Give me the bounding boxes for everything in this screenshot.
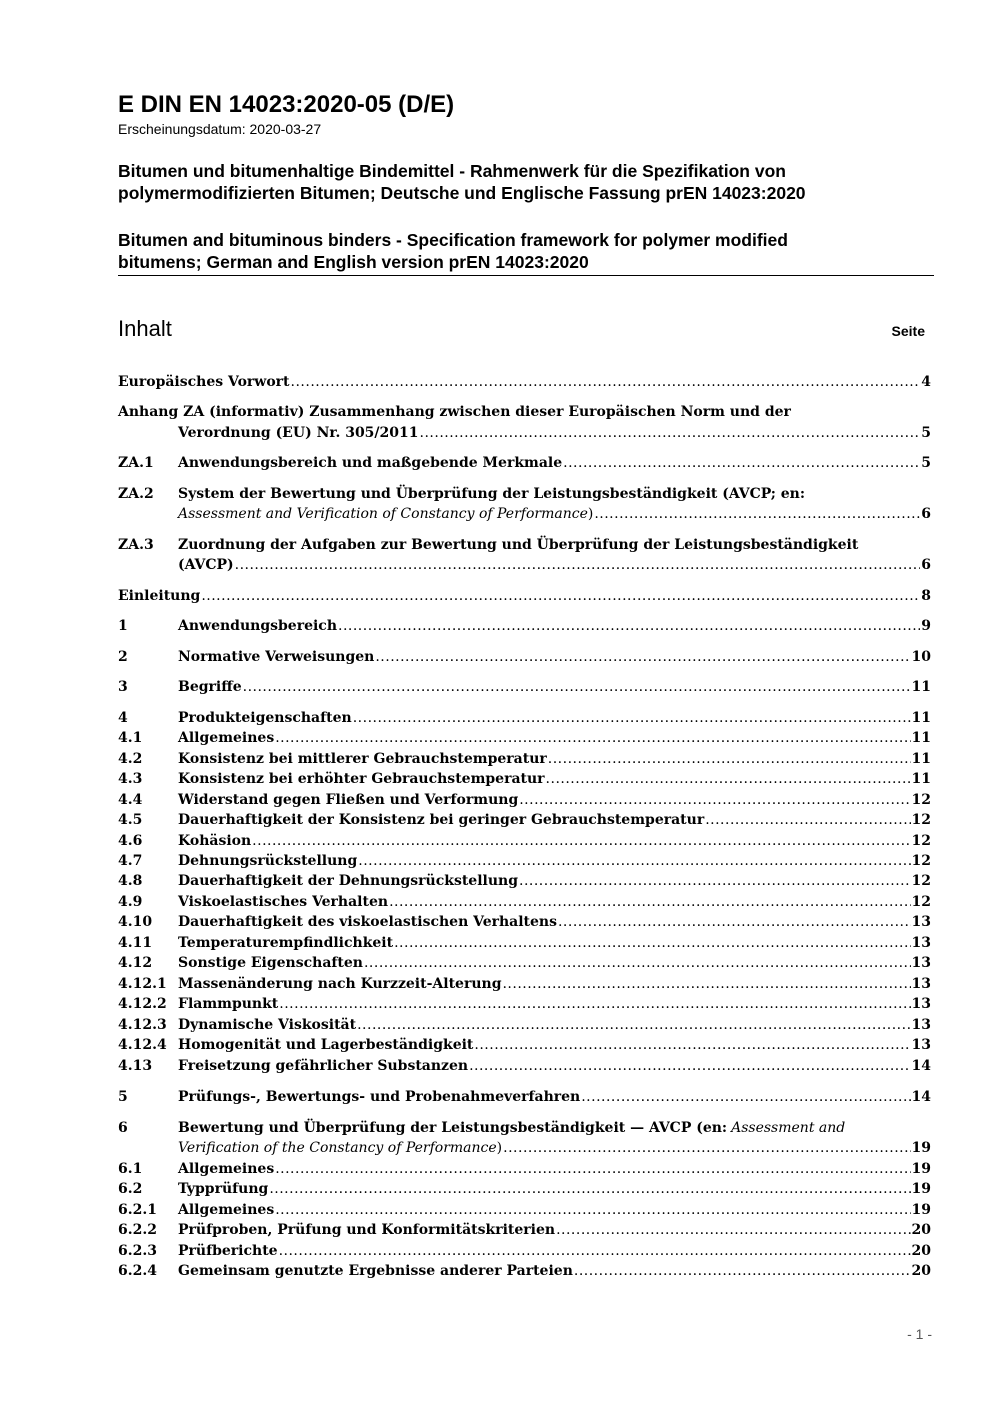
toc-entry-4-5[interactable]	[118, 810, 931, 830]
title-german-line-1: Bitumen und bitumenhaltige Bindemittel - Rahmenwerk für die Spezifikation von	[118, 161, 786, 181]
toc-leader	[275, 1159, 910, 1179]
toc-entry-number: 4.12.3	[118, 1017, 167, 1033]
toc-entry-number: 4.11	[118, 935, 153, 951]
toc-page-column-label: Seite	[891, 323, 925, 339]
toc-entry-za2-cont[interactable]	[118, 504, 931, 524]
toc-entry-number: 6.1	[118, 1161, 143, 1177]
toc-entry-4-6[interactable]	[118, 831, 931, 851]
document-code: E DIN EN 14023:2020-05 (D/E)	[118, 91, 455, 118]
toc-entry-text: Flammpunkt	[178, 996, 279, 1012]
toc-leader	[252, 831, 910, 851]
toc-entry-za1[interactable]	[118, 453, 931, 473]
toc-entry-number: 4.12	[118, 955, 153, 971]
toc-leader	[291, 372, 921, 392]
toc-entry-page: 13	[911, 955, 931, 971]
toc-entry-6-2[interactable]	[118, 1179, 931, 1199]
toc-entry-page: 12	[911, 833, 931, 849]
toc-entry-number: 6.2.3	[118, 1243, 157, 1259]
toc-entry-vorwort[interactable]	[118, 372, 931, 392]
toc-entry-4[interactable]	[118, 708, 931, 728]
toc-entry-number: 6.2.2	[118, 1222, 157, 1238]
toc-entry-text: Bewertung und Überprüfung der Leistungsbeständigkeit — AVCP (en:	[178, 1120, 728, 1136]
title-english-line-1: Bitumen and bituminous binders - Specification framework for polymer modified	[118, 230, 788, 250]
toc-leader	[556, 1220, 910, 1240]
toc-entry-text: Produkteigenschaften	[178, 710, 352, 726]
toc-entry-page: 6	[921, 506, 931, 522]
toc-entry-3[interactable]	[118, 677, 931, 697]
toc-entry-text: Sonstige Eigenschaften	[178, 955, 363, 971]
toc-entry-page: 19	[911, 1202, 931, 1218]
toc-leader	[279, 1241, 911, 1261]
toc-entry-page: 13	[911, 935, 931, 951]
toc-entry-4-12[interactable]	[118, 953, 931, 973]
toc-entry-page: 20	[911, 1243, 931, 1259]
toc-entry-text-tail: )	[587, 506, 594, 522]
toc-entry-4-4[interactable]	[118, 790, 931, 810]
toc-entry-anhang-za[interactable]	[118, 402, 931, 422]
toc-entry-6-2-2[interactable]	[118, 1220, 931, 1240]
toc-leader	[201, 586, 920, 606]
toc-entry-text: Temperaturempfindlichkeit	[178, 935, 394, 951]
toc-entry-page: 11	[911, 710, 931, 726]
toc-leader	[581, 1087, 910, 1107]
toc-entry-text: Typprüfung	[178, 1181, 269, 1197]
toc-entry-page: 12	[911, 873, 931, 889]
toc-entry-einleitung[interactable]	[118, 586, 931, 606]
toc-leader	[546, 769, 911, 789]
toc-leader	[594, 504, 920, 524]
toc-entry-page: 5	[921, 425, 931, 441]
toc-entry-page: 14	[911, 1058, 931, 1074]
toc-entry-page: 13	[911, 976, 931, 992]
toc-leader	[574, 1261, 911, 1281]
toc-entry-text: Allgemeines	[178, 1202, 275, 1218]
toc-entry-number: 6.2.4	[118, 1263, 157, 1279]
toc-entry-page: 14	[911, 1089, 931, 1105]
toc-entry-number: 4.12.1	[118, 976, 167, 992]
toc-entry-number: 4.3	[118, 771, 143, 787]
toc-entry-number: 1	[118, 618, 128, 634]
toc-leader	[519, 871, 911, 891]
toc-entry-text: Prüfungs-, Bewertungs- und Probenahmeverfahren	[178, 1089, 581, 1105]
toc-leader	[364, 953, 911, 973]
toc-entry-6-2-1[interactable]	[118, 1200, 931, 1220]
toc-entry-number: ZA.3	[118, 537, 154, 553]
toc-entry-text: Assessment and Verification of Constancy of Performance	[178, 506, 588, 522]
toc-entry-page: 9	[921, 618, 931, 634]
toc-entry-page: 13	[911, 1017, 931, 1033]
toc-leader	[338, 616, 920, 636]
toc-leader	[563, 453, 920, 473]
toc-entry-page: 19	[911, 1181, 931, 1197]
toc-entry-text: Freisetzung gefährlicher Substanzen	[178, 1058, 469, 1074]
toc-entry-4-9[interactable]	[118, 892, 931, 912]
toc-entry-4-11[interactable]	[118, 933, 931, 953]
toc-entry-za2[interactable]	[118, 484, 931, 504]
toc-entry-text: Anwendungsbereich und maßgebende Merkmale	[178, 455, 563, 471]
toc-entry-page: 19	[911, 1140, 931, 1156]
toc-leader	[243, 677, 911, 697]
toc-entry-page: 12	[911, 812, 931, 828]
title-german-line-2: polymermodifizierten Bitumen; Deutsche und Englische Fassung prEN 14023:2020	[118, 183, 806, 203]
toc-entry-page: 11	[911, 751, 931, 767]
toc-entry-4-3[interactable]	[118, 769, 931, 789]
toc-entry-page: 11	[911, 771, 931, 787]
toc-entry-page: 5	[921, 455, 931, 471]
toc-entry-page: 4	[921, 374, 931, 390]
toc-entry-text: Kohäsion	[178, 833, 252, 849]
toc-entry-page: 8	[921, 588, 931, 604]
toc-leader	[705, 810, 910, 830]
toc-entry-5[interactable]	[118, 1087, 931, 1107]
toc-entry-page: 12	[911, 853, 931, 869]
toc-entry-text: Verordnung (EU) Nr. 305/2011	[178, 425, 419, 441]
toc-entry-6-2-4[interactable]	[118, 1261, 931, 1281]
toc-entry-4-12-4[interactable]	[118, 1035, 931, 1055]
toc-entry-number: ZA.1	[118, 455, 154, 471]
toc-leader	[279, 994, 910, 1014]
toc-entry-2[interactable]	[118, 647, 931, 667]
toc-entry-text-italic: Assessment and	[731, 1120, 846, 1136]
toc-entry-number: 5	[118, 1089, 128, 1105]
toc-entry-text: Normative Verweisungen	[178, 649, 375, 665]
toc-entry-text-tail: )	[496, 1140, 503, 1156]
toc-entry-page: 6	[921, 557, 931, 573]
toc-entry-text: Viskoelastisches Verhalten	[178, 894, 389, 910]
toc-entry-number: 3	[118, 679, 128, 695]
toc-entry-4-12-3[interactable]	[118, 1015, 931, 1035]
toc-entry-text: Prüfproben, Prüfung und Konformitätskriterien	[178, 1222, 556, 1238]
toc-leader	[375, 647, 910, 667]
toc-entry-number: 6.2.1	[118, 1202, 157, 1218]
toc-entry-4-1[interactable]	[118, 728, 931, 748]
toc-entry-4-10[interactable]	[118, 912, 931, 932]
toc-entry-number: 4.5	[118, 812, 143, 828]
toc-entry-text: Massenänderung nach Kurzzeit-Alterung	[178, 976, 502, 992]
toc-entry-text: Zuordnung der Aufgaben zur Bewertung und Überprüfung der Leistungsbeständigkeit	[178, 537, 859, 553]
toc-entry-page: 19	[911, 1161, 931, 1177]
toc-leader	[357, 1015, 910, 1035]
toc-entry-page: 13	[911, 996, 931, 1012]
toc-entry-text: Allgemeines	[178, 730, 275, 746]
toc-entry-za3-cont[interactable]	[118, 555, 931, 575]
toc-entry-page: 20	[911, 1263, 931, 1279]
toc-entry-4-13[interactable]	[118, 1056, 931, 1076]
toc-entry-number: 4.10	[118, 914, 153, 930]
toc-entry-text: Konsistenz bei mittlerer Gebrauchstemperatur	[178, 751, 547, 767]
toc-entry-1[interactable]	[118, 616, 931, 636]
toc-entry-text: Konsistenz bei erhöhter Gebrauchstemperatur	[178, 771, 545, 787]
footer-page-number: - 1 -	[907, 1326, 932, 1342]
toc-entry-text: Dauerhaftigkeit der Konsistenz bei geringer Gebrauchstemperatur	[178, 812, 705, 828]
toc-entry-number: 4.6	[118, 833, 143, 849]
toc-entry-text: Anhang ZA (informativ) Zusammenhang zwischen dieser Europäischen Norm und der	[118, 404, 791, 420]
toc-entry-number: 4	[118, 710, 128, 726]
toc-entry-number: 6.2	[118, 1181, 143, 1197]
toc-entry-number: 4.12.4	[118, 1037, 167, 1053]
toc-entry-text: (AVCP)	[178, 557, 234, 573]
toc-entry-number: 4.4	[118, 792, 143, 808]
toc-entry-6-1[interactable]	[118, 1159, 931, 1179]
toc-entry-number: ZA.2	[118, 486, 154, 502]
toc-leader	[235, 555, 921, 575]
toc-entry-6-cont[interactable]	[118, 1138, 931, 1158]
toc-entry-text: Dehnungsrückstellung	[178, 853, 358, 869]
toc-leader	[358, 851, 910, 871]
toc-entry-text: Verification of the Constancy of Performance	[178, 1140, 497, 1156]
toc-leader	[474, 1035, 910, 1055]
toc-entry-4-2[interactable]	[118, 749, 931, 769]
toc-entry-page: 13	[911, 1037, 931, 1053]
toc-entry-number: 4.8	[118, 873, 143, 889]
toc-heading: Inhalt	[118, 316, 172, 341]
toc-entry-text: Anwendungsbereich	[178, 618, 337, 634]
toc-entry-text: Widerstand gegen Fließen und Verformung	[178, 792, 519, 808]
toc-leader	[275, 728, 910, 748]
toc-entry-number: 4.2	[118, 751, 143, 767]
toc-entry-text: Begriffe	[178, 679, 242, 695]
toc-entry-number: 4.7	[118, 853, 143, 869]
toc-entry-page: 11	[911, 679, 931, 695]
toc-entry-page: 20	[911, 1222, 931, 1238]
toc-leader	[548, 749, 911, 769]
toc-entry-6-2-3[interactable]	[118, 1241, 931, 1261]
toc-leader	[519, 790, 910, 810]
toc-entry-number: 4.13	[118, 1058, 153, 1074]
toc-entry-text: Einleitung	[118, 588, 201, 604]
toc-leader	[353, 708, 911, 728]
toc-entry-anhang-za-cont[interactable]	[118, 423, 931, 443]
toc-entry-number: 4.12.2	[118, 996, 167, 1012]
toc-leader	[275, 1200, 910, 1220]
toc-entry-number: 4.1	[118, 730, 143, 746]
toc-entry-number: 4.9	[118, 894, 143, 910]
toc-entry-text: System der Bewertung und Überprüfung der Leistungsbeständigkeit (AVCP; en:	[178, 486, 806, 502]
toc-entry-page: 10	[911, 649, 931, 665]
title-english-line-2: bitumens; German and English version prEN 14023:2020	[118, 252, 589, 272]
toc-leader	[502, 974, 910, 994]
toc-entry-page: 12	[911, 894, 931, 910]
toc-entry-text: Gemeinsam genutzte Ergebnisse anderer Parteien	[178, 1263, 573, 1279]
toc-entry-4-12-2[interactable]	[118, 994, 931, 1014]
toc-entry-page: 13	[911, 914, 931, 930]
toc-entry-text: Homogenität und Lagerbeständigkeit	[178, 1037, 474, 1053]
toc-entry-text: Dauerhaftigkeit des viskoelastischen Verhaltens	[178, 914, 557, 930]
toc-entry-4-12-1[interactable]	[118, 974, 931, 994]
toc-entry-text: Europäisches Vorwort	[118, 374, 290, 390]
toc-entry-page: 11	[911, 730, 931, 746]
toc-entry-page: 12	[911, 792, 931, 808]
toc-entry-number: 2	[118, 649, 128, 665]
toc-entry-4-8[interactable]	[118, 871, 931, 891]
toc-entry-text: Dauerhaftigkeit der Dehnungsrückstellung	[178, 873, 518, 889]
toc-leader	[394, 933, 910, 953]
toc-entry-za3[interactable]	[118, 535, 931, 555]
toc-entry-number: 6	[118, 1120, 128, 1136]
publication-date: Erscheinungsdatum: 2020-03-27	[118, 121, 322, 137]
toc-leader	[558, 912, 911, 932]
toc-leader	[420, 423, 921, 443]
toc-leader	[503, 1138, 910, 1158]
toc-entry-text: Dynamische Viskosität	[178, 1017, 357, 1033]
toc-entry-text: Allgemeines	[178, 1161, 275, 1177]
toc-entry-text: Prüfberichte	[178, 1243, 278, 1259]
toc-leader	[469, 1056, 910, 1076]
toc-leader	[269, 1179, 910, 1199]
toc-leader	[389, 892, 910, 912]
toc-entry-6[interactable]	[118, 1118, 931, 1138]
toc-entry-4-7[interactable]	[118, 851, 931, 871]
